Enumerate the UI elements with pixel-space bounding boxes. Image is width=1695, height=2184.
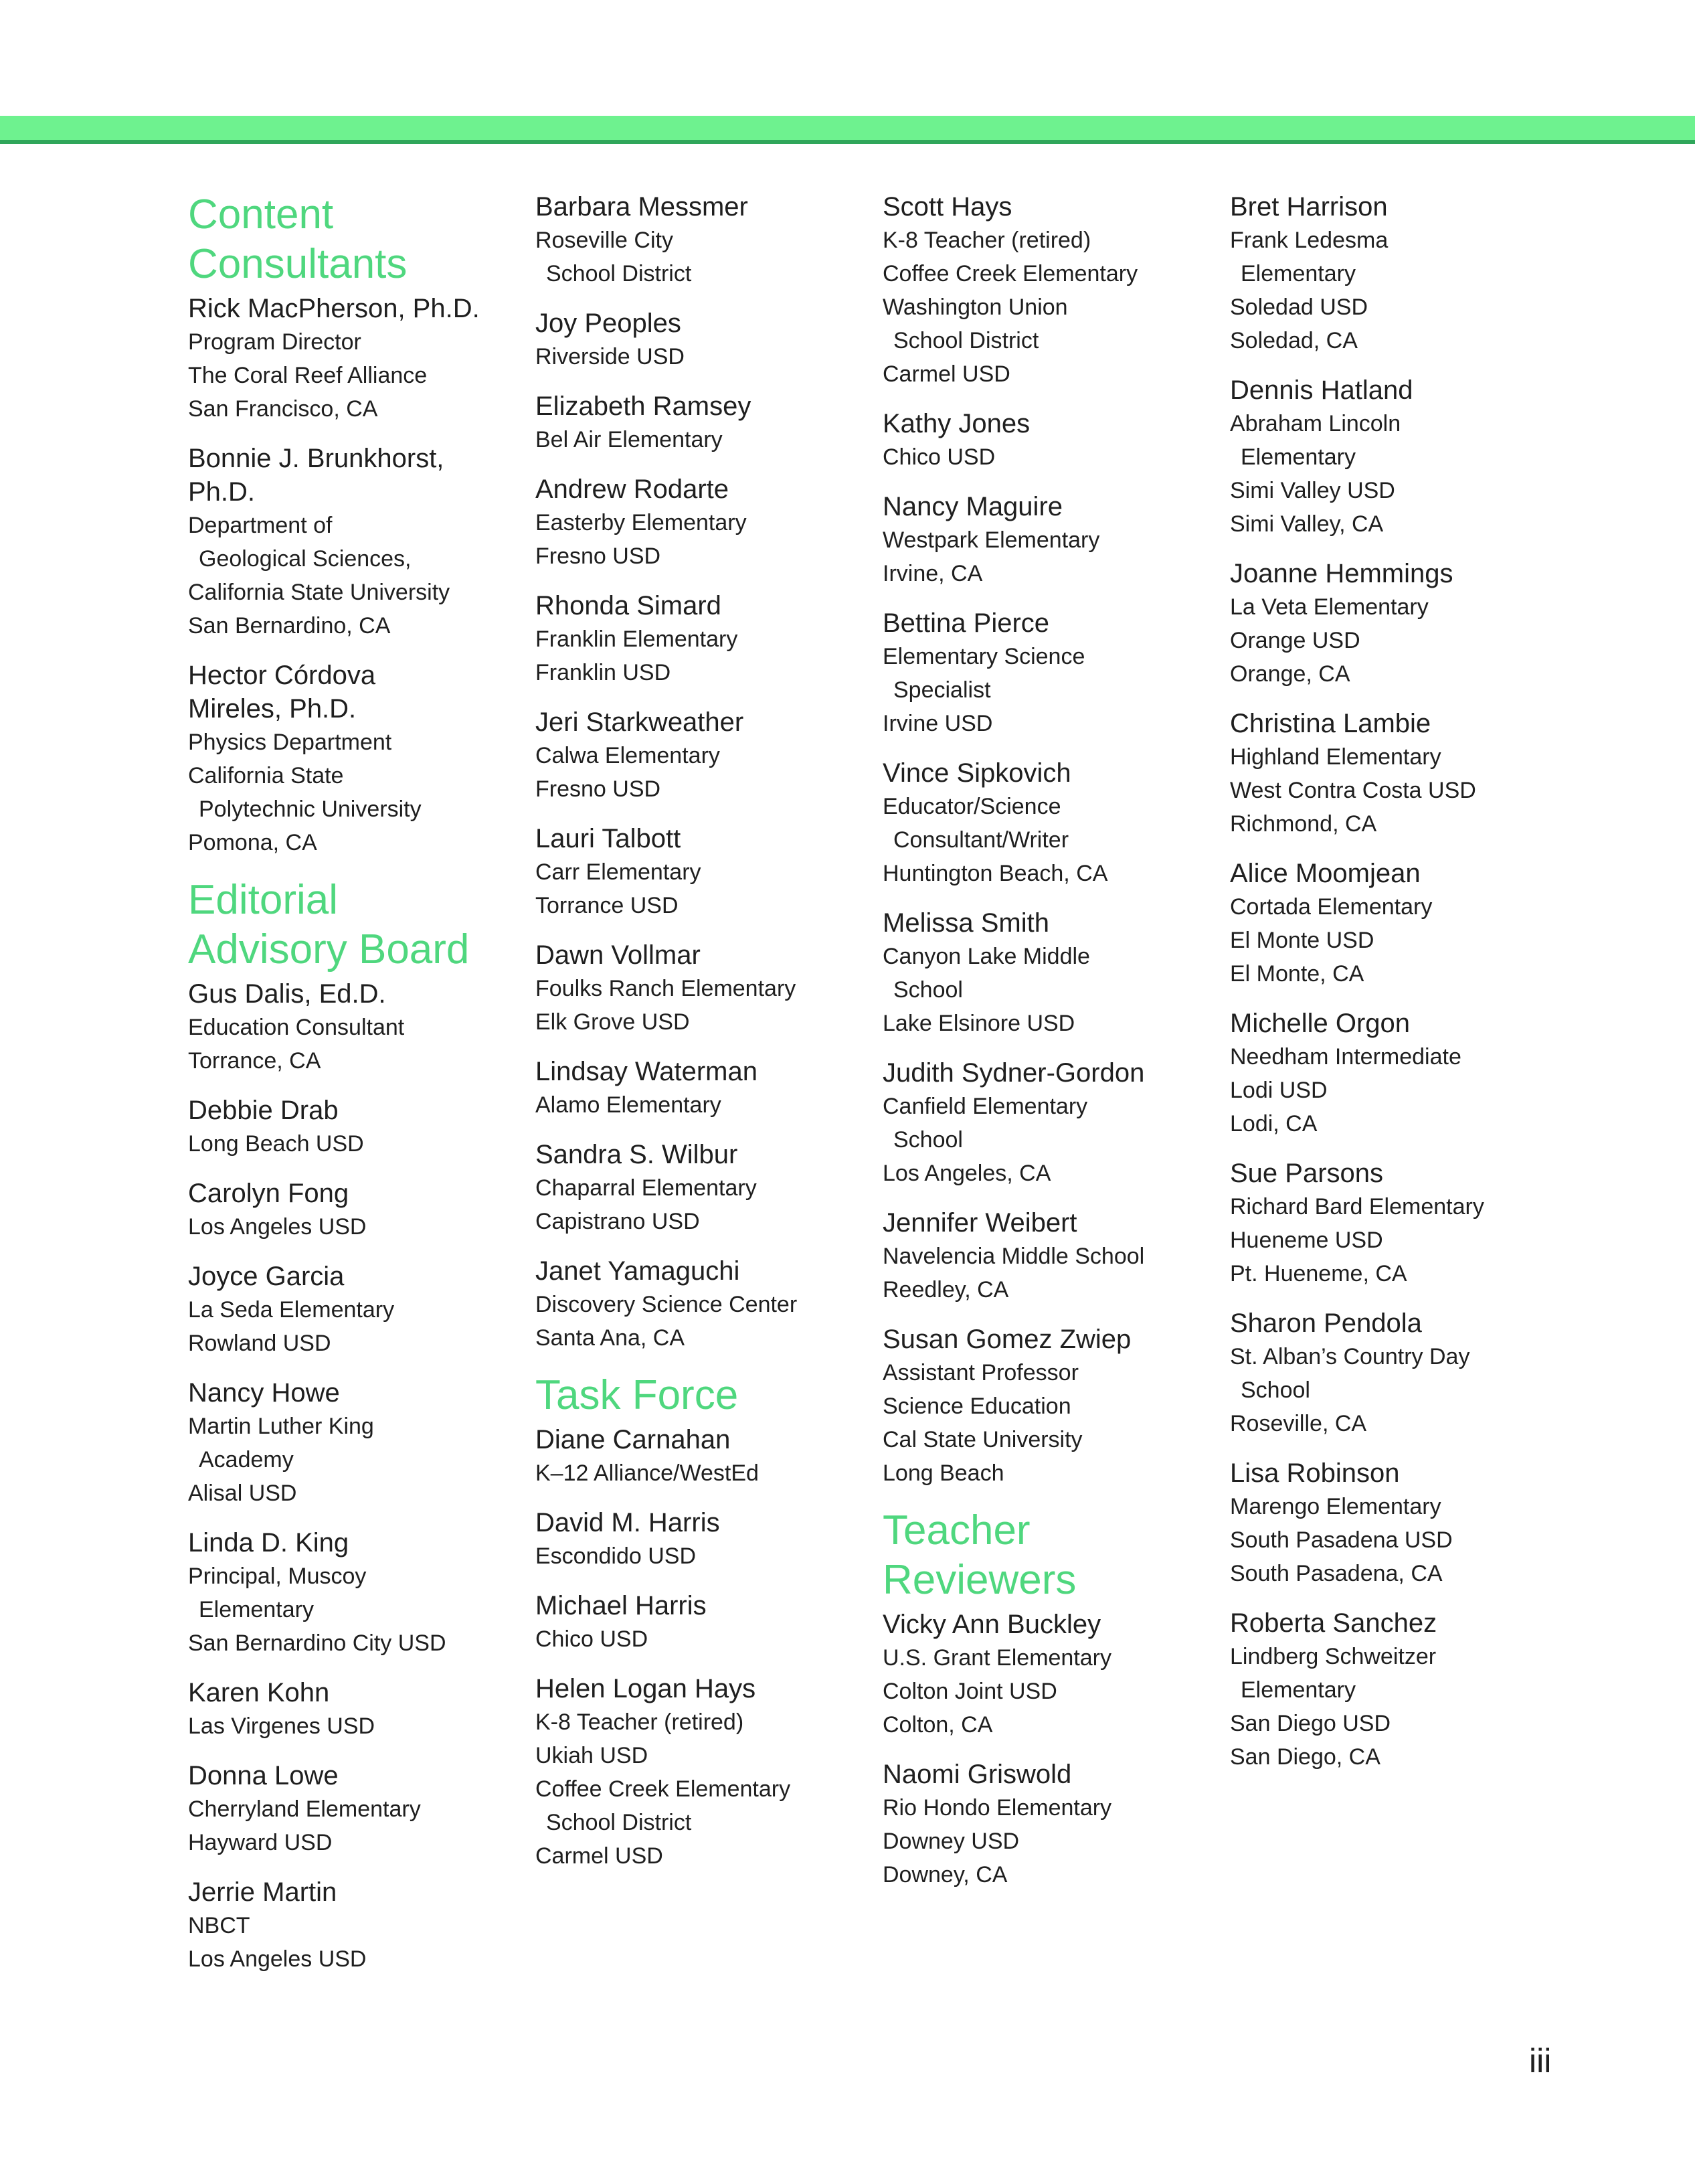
- person-entry: [535, 1506, 870, 1573]
- affiliation-line: Irvine, CA: [883, 561, 983, 586]
- column-3: [883, 190, 1217, 1908]
- person-entry: [188, 1177, 523, 1244]
- affiliation-line: Educator/Science: [883, 794, 1061, 819]
- person-name: Melissa Smith: [883, 908, 1049, 938]
- affiliation-line: Pt. Hueneme, CA: [1230, 1261, 1407, 1286]
- person-entry: [883, 1056, 1217, 1190]
- person-name: Nancy Maguire: [883, 492, 1063, 521]
- affiliation-line: K–12 Alliance/WestEd: [535, 1460, 759, 1486]
- affiliation-line: Carmel USD: [883, 361, 1010, 387]
- affiliation-line: Elk Grove USD: [535, 1009, 690, 1035]
- affiliation-line: School: [1241, 1377, 1310, 1403]
- affiliation-line: Needham Intermediate: [1230, 1044, 1461, 1070]
- person-entry: [535, 1672, 870, 1873]
- person-entry: [1230, 1157, 1565, 1290]
- affiliation-line: Chico USD: [883, 444, 996, 470]
- affiliation-line: Alamo Elementary: [535, 1092, 721, 1118]
- affiliation-line: School District: [546, 1810, 692, 1835]
- person-name: Scott Hays: [883, 192, 1012, 222]
- affiliation-line: Orange, CA: [1230, 661, 1350, 687]
- affiliation-line: San Bernardino City USD: [188, 1630, 446, 1656]
- affiliation-line: School District: [893, 328, 1039, 353]
- person-entry: [188, 977, 523, 1078]
- affiliation-line: Simi Valley, CA: [1230, 511, 1384, 537]
- section: [188, 190, 523, 859]
- person-entry: [535, 307, 870, 373]
- column-1: [188, 190, 523, 1992]
- affiliation-line: Coffee Creek Elementary: [883, 261, 1138, 286]
- affiliation-line: Chaparral Elementary: [535, 1175, 757, 1201]
- person-entry: [883, 1206, 1217, 1307]
- affiliation-line: San Bernardino, CA: [188, 613, 391, 639]
- affiliation-line: Carmel USD: [535, 1843, 663, 1869]
- person-name: Alice Moomjean: [1230, 859, 1421, 888]
- affiliation-line: Washington Union: [883, 295, 1068, 320]
- person-name: Vince Sipkovich: [883, 758, 1071, 788]
- person-entry: [1230, 857, 1565, 991]
- affiliation-line: Reedley, CA: [883, 1277, 1009, 1303]
- affiliation-line: Ukiah USD: [535, 1743, 648, 1768]
- person-name: Sharon Pendola: [1230, 1309, 1422, 1338]
- affiliation-line: Huntington Beach, CA: [883, 861, 1108, 886]
- section-title-line: Editorial: [188, 877, 338, 923]
- person-entry: [883, 1608, 1217, 1742]
- affiliation-line: Frank Ledesma: [1230, 228, 1389, 253]
- section-title: [188, 875, 523, 975]
- affiliation-line: Physics Department: [188, 730, 392, 755]
- section: [535, 190, 870, 1355]
- person-entry: [883, 190, 1217, 391]
- section-title: [883, 1506, 1217, 1605]
- affiliation-line: Canfield Elementary: [883, 1094, 1088, 1119]
- section-title-line: Content: [188, 191, 334, 238]
- section-title-line: Advisory Board: [188, 926, 470, 973]
- person-entry: [535, 1423, 870, 1490]
- affiliation-line: Richmond, CA: [1230, 811, 1377, 837]
- affiliation-line: School District: [546, 261, 692, 286]
- section-title-line: Task Force: [535, 1372, 739, 1418]
- affiliation-line: Soledad, CA: [1230, 328, 1358, 353]
- affiliation-line: Franklin USD: [535, 660, 671, 685]
- person-entry: [883, 407, 1217, 474]
- affiliation-line: Hayward USD: [188, 1830, 333, 1855]
- person-name: Bonnie J. Brunkhorst,: [188, 444, 444, 473]
- person-name: Bettina Pierce: [883, 608, 1050, 638]
- affiliation-line: Las Virgenes USD: [188, 1713, 375, 1739]
- section-title: [535, 1371, 870, 1420]
- affiliation-line: Colton Joint USD: [883, 1679, 1057, 1704]
- person-entry: [535, 190, 870, 290]
- affiliation-line: Hueneme USD: [1230, 1228, 1383, 1253]
- affiliation-line: El Monte USD: [1230, 928, 1374, 953]
- person-entry: [1230, 1007, 1565, 1141]
- person-name: Dennis Hatland: [1230, 375, 1413, 405]
- person-entry: [883, 1323, 1217, 1490]
- affiliation-line: Irvine USD: [883, 711, 993, 736]
- person-entry: [535, 1589, 870, 1656]
- affiliation-line: Rio Hondo Elementary: [883, 1795, 1112, 1821]
- person-name: David M. Harris: [535, 1508, 720, 1537]
- affiliation-line: Long Beach: [883, 1460, 1004, 1486]
- affiliation-line: Lodi, CA: [1230, 1111, 1318, 1137]
- person-entry: [1230, 1307, 1565, 1440]
- affiliation-line: South Pasadena USD: [1230, 1527, 1453, 1553]
- person-name: Linda D. King: [188, 1528, 349, 1558]
- person-entry: [188, 1676, 523, 1743]
- affiliation-line: Franklin Elementary: [535, 626, 738, 652]
- affiliation-line: Canyon Lake Middle: [883, 944, 1090, 969]
- person-name: Susan Gomez Zwiep: [883, 1325, 1132, 1354]
- affiliation-line: Assistant Professor: [883, 1360, 1079, 1385]
- person-entry: [883, 756, 1217, 890]
- person-entry: [188, 1526, 523, 1660]
- person-name: Sandra S. Wilbur: [535, 1140, 738, 1169]
- affiliation-line: Elementary: [199, 1597, 314, 1622]
- affiliation-line: Roseville City: [535, 228, 673, 253]
- affiliation-line: Santa Ana, CA: [535, 1325, 685, 1351]
- affiliation-line: School: [893, 1127, 963, 1153]
- affiliation-line: Education Consultant: [188, 1015, 405, 1040]
- affiliation-line: Foulks Ranch Elementary: [535, 976, 796, 1001]
- person-name: Bret Harrison: [1230, 192, 1388, 222]
- affiliation-line: Elementary: [1241, 444, 1356, 470]
- person-name: Dawn Vollmar: [535, 940, 701, 970]
- section: [883, 190, 1217, 1490]
- affiliation-line: Richard Bard Elementary: [1230, 1194, 1484, 1220]
- affiliation-line: South Pasadena, CA: [1230, 1561, 1443, 1586]
- person-name: Lauri Talbott: [535, 824, 681, 853]
- affiliation-line: Downey, CA: [883, 1862, 1008, 1887]
- affiliation-line: West Contra Costa USD: [1230, 778, 1476, 803]
- affiliation-line: Marengo Elementary: [1230, 1494, 1441, 1519]
- person-entry: [883, 906, 1217, 1040]
- affiliation-line: St. Alban’s Country Day: [1230, 1344, 1470, 1369]
- person-entry: [188, 659, 523, 859]
- affiliation-line: Cortada Elementary: [1230, 894, 1433, 920]
- top-accent-bar: [0, 116, 1695, 144]
- affiliation-line: Los Angeles, CA: [883, 1161, 1051, 1186]
- person-name: Carolyn Fong: [188, 1179, 349, 1208]
- page-number: iii: [1529, 2042, 1552, 2080]
- person-name: Rick MacPherson, Ph.D.: [188, 294, 480, 323]
- person-entry: [1230, 373, 1565, 541]
- person-entry: [535, 1055, 870, 1122]
- person-entry: [188, 1875, 523, 1976]
- affiliation-line: Consultant/Writer: [893, 827, 1069, 853]
- affiliation-line: Discovery Science Center: [535, 1292, 798, 1317]
- affiliation-line: Simi Valley USD: [1230, 478, 1395, 503]
- affiliation-line: Easterby Elementary: [535, 510, 747, 535]
- affiliation-line: School: [893, 977, 963, 1003]
- affiliation-line: San Diego USD: [1230, 1711, 1391, 1736]
- person-name: Judith Sydner-Gordon: [883, 1058, 1145, 1088]
- person-name: Joanne Hemmings: [1230, 559, 1453, 588]
- affiliation-line: California State: [188, 763, 344, 788]
- affiliation-line: Torrance USD: [535, 893, 679, 918]
- affiliation-line: San Diego, CA: [1230, 1744, 1380, 1770]
- section-title-line: Reviewers: [883, 1557, 1077, 1603]
- affiliation-line: Polytechnic University: [199, 796, 422, 822]
- affiliation-line: K-8 Teacher (retired): [883, 228, 1091, 253]
- person-name: Janet Yamaguchi: [535, 1256, 740, 1286]
- affiliation-line: Martin Luther King: [188, 1414, 374, 1439]
- person-entry: [535, 822, 870, 922]
- affiliation-line: Cherryland Elementary: [188, 1796, 421, 1822]
- person-entry: [1230, 707, 1565, 841]
- affiliation-line: Highland Elementary: [1230, 744, 1441, 770]
- affiliation-line: Department of: [188, 513, 333, 538]
- person-name: Rhonda Simard: [535, 591, 721, 620]
- person-entry: [1230, 190, 1565, 357]
- section-title: [188, 190, 523, 289]
- affiliation-line: Chico USD: [535, 1626, 648, 1652]
- person-entry: [1230, 557, 1565, 691]
- affiliation-line: Elementary: [1241, 1677, 1356, 1703]
- affiliation-line: Long Beach USD: [188, 1131, 364, 1157]
- person-entry: [883, 1758, 1217, 1892]
- affiliation-line: Soledad USD: [1230, 295, 1368, 320]
- section-title-line: Consultants: [188, 241, 408, 287]
- person-name: Diane Carnahan: [535, 1425, 731, 1454]
- affiliation-line: Los Angeles USD: [188, 1214, 367, 1240]
- person-entry: [188, 292, 523, 426]
- affiliation-line: Colton, CA: [883, 1712, 993, 1738]
- affiliation-line: Alisal USD: [188, 1481, 297, 1506]
- person-name: Karen Kohn: [188, 1678, 330, 1707]
- person-entry: [535, 589, 870, 689]
- affiliation-line: La Seda Elementary: [188, 1297, 395, 1323]
- person-entry: [188, 442, 523, 643]
- affiliation-line: Carr Elementary: [535, 859, 701, 885]
- person-entry: [535, 390, 870, 456]
- affiliation-line: El Monte, CA: [1230, 961, 1364, 987]
- section: [883, 1506, 1217, 1892]
- affiliation-line: Calwa Elementary: [535, 743, 720, 768]
- affiliation-line: Capistrano USD: [535, 1209, 700, 1234]
- person-name: Elizabeth Ramsey: [535, 392, 751, 421]
- affiliation-line: San Francisco, CA: [188, 396, 378, 422]
- person-entry: [535, 1138, 870, 1238]
- affiliation-line: Principal, Muscoy: [188, 1564, 367, 1589]
- person-entry: [188, 1376, 523, 1510]
- person-name: Kathy Jones: [883, 409, 1031, 438]
- affiliation-line: The Coral Reef Alliance: [188, 363, 428, 388]
- column-4: [1230, 190, 1565, 1790]
- person-name: Helen Logan Hays: [535, 1674, 756, 1703]
- affiliation-line: California State University: [188, 580, 450, 605]
- person-entry: [535, 1254, 870, 1355]
- person-name: Roberta Sanchez: [1230, 1608, 1437, 1638]
- person-entry: [883, 606, 1217, 740]
- affiliation-line: Abraham Lincoln: [1230, 411, 1401, 436]
- person-entry: [1230, 1606, 1565, 1774]
- person-name: Vicky Ann Buckley: [883, 1610, 1101, 1639]
- affiliation-line: La Veta Elementary: [1230, 594, 1429, 620]
- person-name: Gus Dalis, Ed.D.: [188, 979, 386, 1009]
- affiliation-line: Cal State University: [883, 1427, 1083, 1452]
- person-name: Donna Lowe: [188, 1761, 339, 1790]
- affiliation-line: Specialist: [893, 677, 991, 703]
- affiliation-line: Pomona, CA: [188, 830, 317, 855]
- affiliation-line: Riverside USD: [535, 344, 685, 369]
- person-name: Lindsay Waterman: [535, 1057, 757, 1086]
- affiliation-line: NBCT: [188, 1913, 250, 1938]
- affiliation-line: Los Angeles USD: [188, 1946, 367, 1972]
- person-name: Michelle Orgon: [1230, 1009, 1411, 1038]
- person-entry: [188, 1759, 523, 1859]
- person-entry: [188, 1260, 523, 1360]
- person-name: Nancy Howe: [188, 1378, 340, 1408]
- person-entry: [883, 490, 1217, 590]
- affiliation-line: Fresno USD: [535, 543, 661, 569]
- person-name: Ph.D.: [188, 477, 256, 507]
- affiliation-line: Program Director: [188, 329, 361, 355]
- affiliation-line: Lake Elsinore USD: [883, 1011, 1075, 1036]
- affiliation-line: K-8 Teacher (retired): [535, 1709, 744, 1735]
- affiliation-line: Fresno USD: [535, 776, 661, 802]
- affiliation-line: Rowland USD: [188, 1331, 331, 1356]
- affiliation-line: Bel Air Elementary: [535, 427, 723, 452]
- section: [1230, 190, 1565, 1774]
- affiliation-line: Westpark Elementary: [883, 527, 1100, 553]
- affiliation-line: U.S. Grant Elementary: [883, 1645, 1112, 1671]
- person-name: Christina Lambie: [1230, 709, 1431, 738]
- affiliation-line: Elementary: [1241, 261, 1356, 286]
- person-entry: [1230, 1456, 1565, 1590]
- section-title-line: Teacher: [883, 1507, 1031, 1553]
- person-name: Hector Córdova: [188, 661, 376, 690]
- person-entry: [535, 473, 870, 573]
- person-name: Jeri Starkweather: [535, 707, 744, 737]
- person-entry: [535, 705, 870, 806]
- person-name: Naomi Griswold: [883, 1760, 1072, 1789]
- affiliation-line: Academy: [199, 1447, 294, 1473]
- affiliation-line: Escondido USD: [535, 1543, 697, 1569]
- affiliation-line: Lindberg Schweitzer: [1230, 1644, 1437, 1669]
- person-name: Michael Harris: [535, 1591, 707, 1620]
- person-entry: [188, 1094, 523, 1161]
- person-name: Joyce Garcia: [188, 1262, 345, 1291]
- affiliation-line: Elementary Science: [883, 644, 1085, 669]
- person-name: Barbara Messmer: [535, 192, 748, 222]
- affiliation-line: Navelencia Middle School: [883, 1244, 1145, 1269]
- person-name: Joy Peoples: [535, 309, 681, 338]
- section: [535, 1371, 870, 1873]
- person-name: Andrew Rodarte: [535, 475, 729, 504]
- person-name: Debbie Drab: [188, 1096, 339, 1125]
- affiliation-line: Downey USD: [883, 1829, 1020, 1854]
- affiliation-line: Science Education: [883, 1394, 1071, 1419]
- affiliation-line: Roseville, CA: [1230, 1411, 1367, 1436]
- affiliation-line: Torrance, CA: [188, 1048, 321, 1074]
- person-name: Jerrie Martin: [188, 1877, 337, 1907]
- affiliation-line: Orange USD: [1230, 628, 1360, 653]
- person-name: Sue Parsons: [1230, 1159, 1384, 1188]
- affiliation-line: Lodi USD: [1230, 1078, 1328, 1103]
- person-name: Lisa Robinson: [1230, 1458, 1400, 1488]
- person-entry: [535, 938, 870, 1039]
- column-2: [535, 190, 870, 1889]
- affiliation-line: Coffee Creek Elementary: [535, 1776, 791, 1802]
- section: [188, 875, 523, 1976]
- person-name: Mireles, Ph.D.: [188, 694, 357, 724]
- affiliation-line: Geological Sciences,: [199, 546, 412, 572]
- person-name: Jennifer Weibert: [883, 1208, 1077, 1238]
